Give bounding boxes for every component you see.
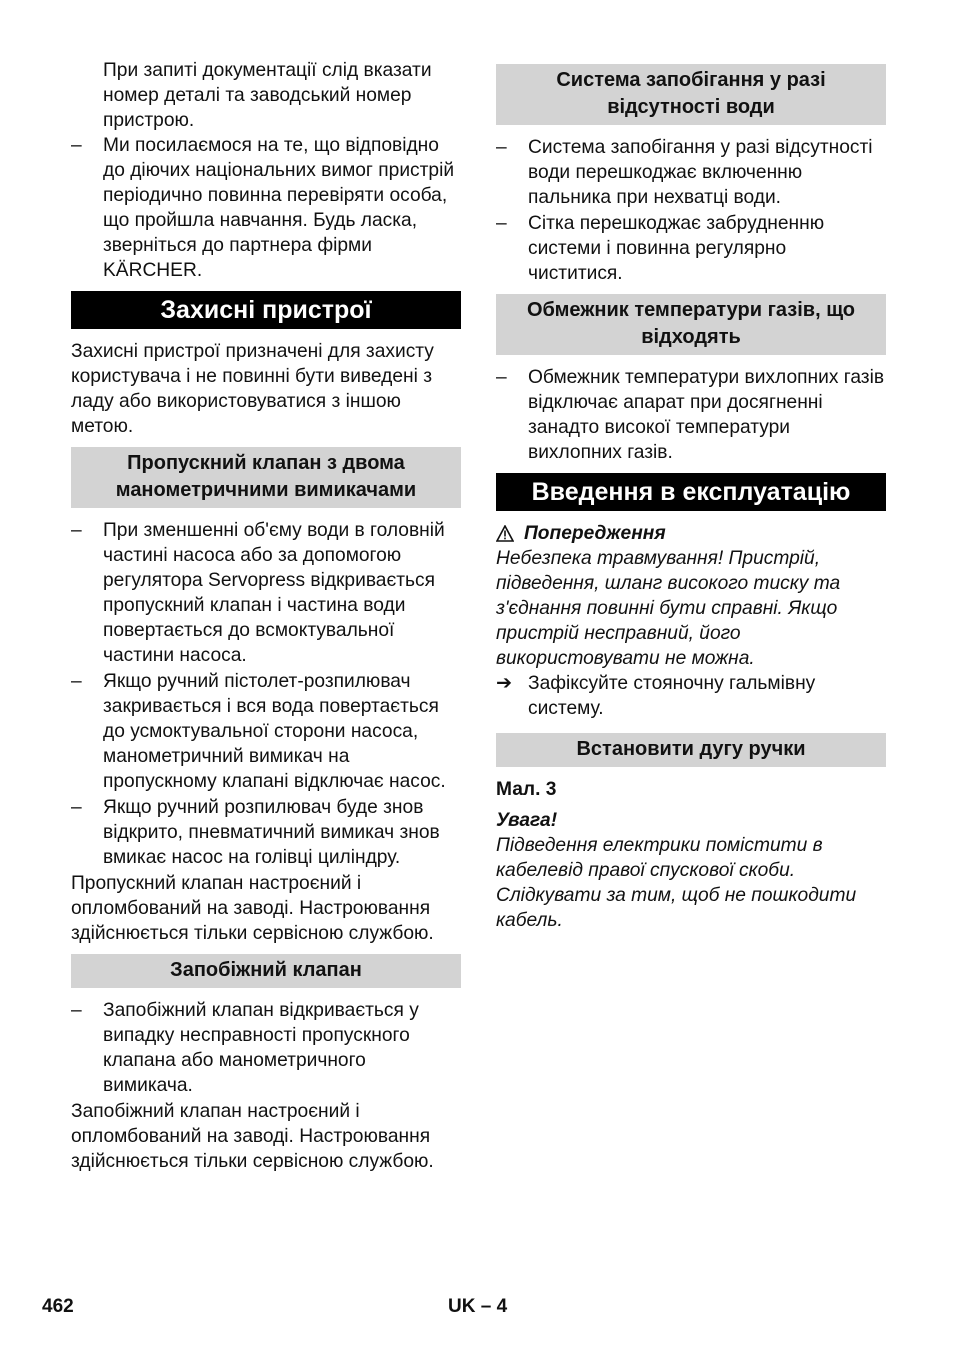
dash-marker: – [496,137,507,158]
right-column [496,58,886,933]
dash-marker: – [496,213,507,234]
list-item-text: При зменшенні об'єму води в головній частині насоса або за допомогою регулятора Servopress відкривається пропускний клапан і частина води повертається до всмоктувальної частини насоса. [103,520,445,666]
warning-triangle-icon [496,525,514,542]
dash-marker: – [496,367,507,388]
dash-marker: – [71,520,82,541]
subheading-water-shortage-protection: Система запобігання у разі відсутності води [496,64,886,125]
dash-marker: – [71,135,82,156]
list-item [496,211,886,286]
subheading-exhaust-temperature-limiter: Обмежник температури газів, що відходять [496,294,886,355]
bypass-valve-note: Пропускний клапан настроєний і опломбований на заводі. Настроювання здійснюється тільки сервісною службою. [71,873,434,944]
section-heading-start-up: Введення в експлуатацію [496,473,886,511]
left-column [71,58,461,1174]
safety-valve-note: Запобіжний клапан настроєний і опломбований на заводі. Настроювання здійснюється тільки сервісною службою. [71,1101,434,1172]
list-item [71,133,461,283]
list-item [496,135,886,210]
dash-marker: – [71,797,82,818]
figure-reference: Мал. 3 [496,779,557,800]
subheading-safety-valve: Запобіжний клапан [71,954,461,988]
warning-text: Небезпека травмування! Пристрій, підведення, шланг високого тиску та з'єднання повинні бути справні. Якщо пристрій несправний, його використовувати не можна. [496,548,841,669]
dash-marker: – [71,1000,82,1021]
intro-continuation: При запиті документації слід вказати номер деталі та заводський номер пристрою. [103,60,432,131]
action-step [496,671,886,721]
list-item-text: Якщо ручний пістолет-розпилювач закривається і вся вода повертається до усмоктувальної сторони насоса, манометричний вимикач на пропускному клапані відключає насос. [103,671,446,792]
list-item [496,365,886,465]
subheading-bypass-valve: Пропускний клапан з двома манометричними вимикачами [71,447,461,508]
list-item-text: Сітка перешкоджає забрудненню системи і повинна регулярно чиститися. [528,213,825,284]
attention-label: Увага! [496,810,558,831]
page-label: UK – 4 [448,1296,508,1317]
subheading-install-handle: Встановити дугу ручки [496,733,886,767]
section-paragraph: Захисні пристрої призначені для захисту користувача і не повинні бути виведені з ладу або використовуватися з іншою метою. [71,341,434,437]
warning-heading [496,521,886,546]
attention-text: Підведення електрики помістити в кабелевід правої спускової скоби. Слідкувати за тим, щоб не пошкодити кабель. [496,835,857,931]
list-item-text: Ми посилаємося на те, що відповідно до діючих національних вимог пристрій періодично повинна перевіряти особа, що пройшла навчання. Будь ласка, зверніться до партнера фірми KÄRCHER. [103,135,455,281]
page-number: 462 [42,1296,74,1317]
list-item [71,795,461,870]
list-item-text: Запобіжний клапан відкривається у випадку несправності пропускного клапана або манометричного вимикача. [103,1000,419,1096]
list-item [71,998,461,1098]
action-step-text: Зафіксуйте стояночну гальмівну систему. [528,673,816,719]
list-item [71,669,461,794]
list-item-text: Якщо ручний розпилювач буде знов відкрито, пневматичний вимикач знов вмикає насос на голівці циліндру. [103,797,440,868]
dash-marker: – [71,671,82,692]
section-heading-protective-devices: Захисні пристрої [71,291,461,329]
list-item-text: Система запобігання у разі відсутності води перешкоджає включенню пальника при нехватці води. [528,137,873,208]
warning-label: Попередження [524,523,666,544]
arrow-right-icon: ➔ [496,673,513,694]
list-item [71,518,461,668]
list-item-text: Обмежник температури вихлопних газів відключає апарат при досягненні занадто високої температури вихлопних газів. [528,367,885,463]
